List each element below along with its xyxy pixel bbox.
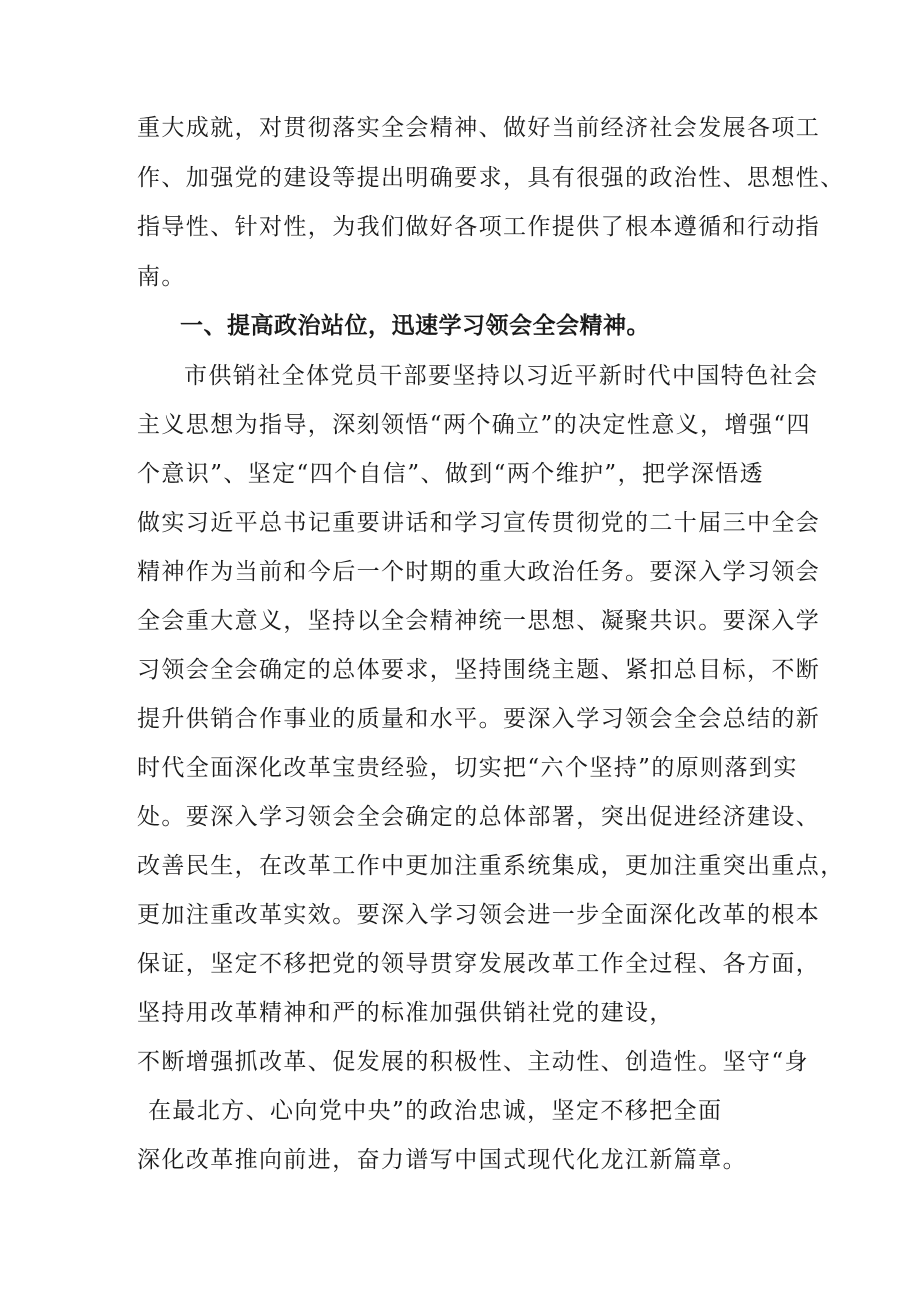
body-line-5: 精神作为当前和今后一个时期的重大政治任务。要深入学习领会	[137, 559, 821, 585]
body-line-14: 坚持用改革精神和严的标准加强供销社党的建设，	[137, 1000, 674, 1026]
body-line-12: 更加注重改革实效。要深入学习领会进一步全面深化改革的根本	[137, 902, 821, 928]
body-line-3: 个意识”、坚定“四个自信”、做到“两个维护”，把学深悟透	[137, 461, 764, 487]
body-line-8: 提升供销合作事业的质量和水平。要深入学习领会全会总结的新	[137, 706, 821, 732]
body-line-9: 时代全面深化改革宝贵经验，切实把“六个坚持”的原则落到实	[137, 755, 798, 781]
body-line-10: 处。要深入学习领会全会确定的总体部署，突出促进经济建设、	[137, 804, 821, 830]
body-line-17: 深化改革推向前进，奋力谱写中国式现代化龙江新篇章。	[137, 1147, 747, 1173]
body-line-11: 改善民生，在改革工作中更加注重系统集成，更加注重突出重点，	[137, 853, 845, 879]
section-heading: 一、提高政治站位，迅速学习领会全会精神。	[180, 313, 650, 339]
body-line-2: 主义思想为指导，深刻领悟“两个确立”的决定性意义，增强“四	[137, 412, 811, 438]
body-line-1: 市供销社全体党员干部要坚持以习近平新时代中国特色社会	[184, 363, 819, 389]
body-line-16: 在最北方、心向党中央”的政治忠诚，坚定不移把全面	[148, 1098, 723, 1124]
body-line-4: 做实习近平总书记重要讲话和学习宣传贯彻党的二十届三中全会	[137, 510, 821, 536]
body-line-13: 保证，坚定不移把党的领导贯穿发展改革工作全过程、各方面，	[137, 951, 821, 977]
intro-line-3: 指导性、针对性，为我们做好各项工作提供了根本遵循和行动指	[137, 214, 821, 240]
intro-line-2: 作、加强党的建设等提出明确要求，具有很强的政治性、思想性、	[137, 165, 845, 191]
intro-line-4: 南。	[137, 264, 186, 290]
body-line-6: 全会重大意义，坚持以全会精神统一思想、凝聚共识。要深入学	[137, 608, 821, 634]
intro-line-1: 重大成就，对贯彻落实全会精神、做好当前经济社会发展各项工	[137, 115, 821, 141]
body-line-7: 习领会全会确定的总体要求，坚持围绕主题、紧扣总目标，不断	[137, 657, 821, 683]
body-line-15: 不断增强抓改革、促发展的积极性、主动性、创造性。坚守“身	[137, 1049, 809, 1075]
